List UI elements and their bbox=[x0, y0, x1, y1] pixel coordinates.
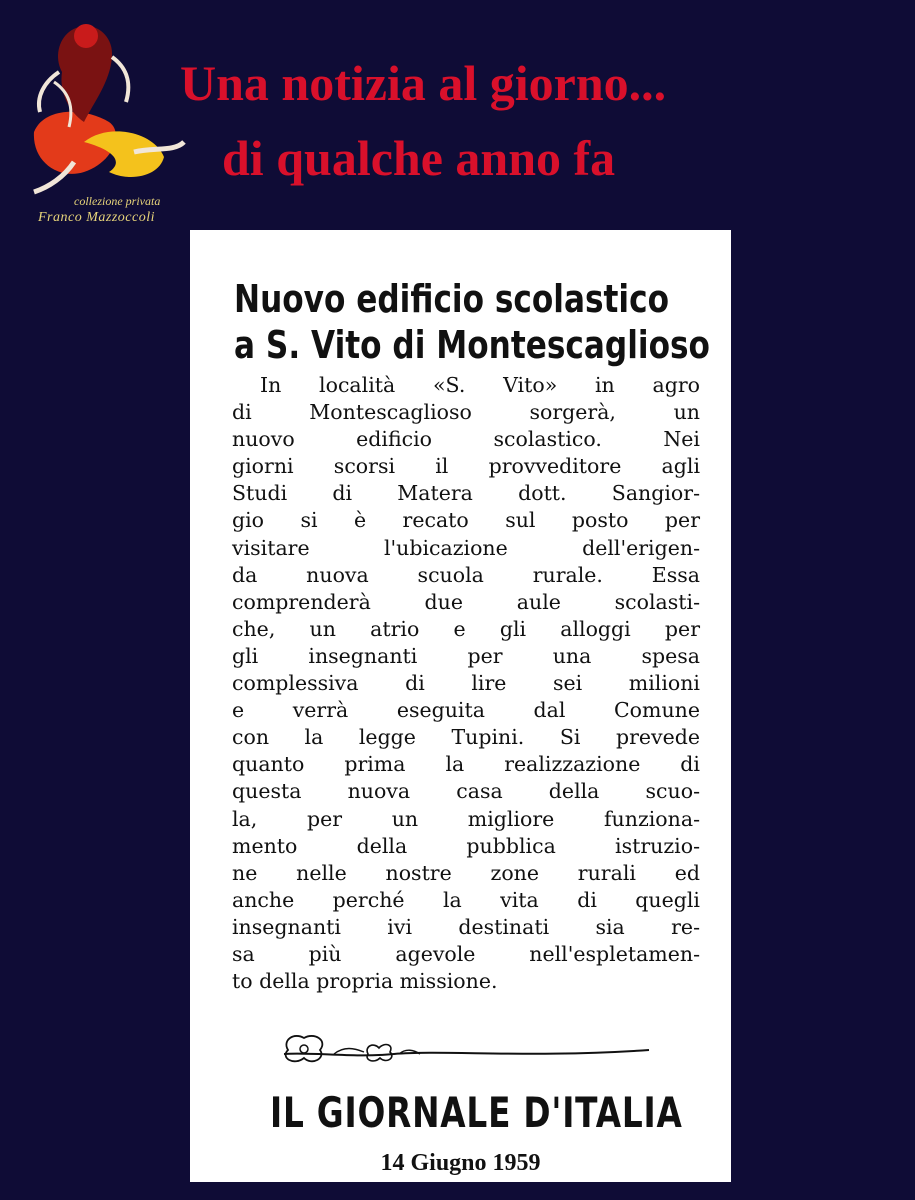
logo-caption-collection: collezione privata bbox=[74, 194, 161, 208]
newspaper-clipping bbox=[190, 230, 731, 1182]
headline-line-2: a S. Vito di Montescaglioso bbox=[234, 323, 710, 367]
logo-caption-owner: Franco Mazzoccoli bbox=[38, 210, 155, 225]
body-line: visitare l'ubicazione dell'erigen- bbox=[232, 535, 700, 560]
body-line: la, per un migliore funziona- bbox=[232, 806, 700, 831]
headline-line-1: Nuovo edificio scolastico bbox=[234, 277, 669, 321]
collection-logo bbox=[14, 12, 194, 224]
body-line: e verrà eseguita dal Comune bbox=[232, 698, 700, 723]
article-headline bbox=[234, 276, 710, 368]
body-line: sa più agevole nell'espletamen- bbox=[232, 941, 700, 966]
body-line: che, un atrio e gli alloggi per bbox=[232, 616, 700, 641]
header-title-line1: Una notizia al giorno... bbox=[180, 55, 667, 111]
header-title-line2: di qualche anno fa bbox=[222, 130, 616, 186]
body-line: to della propria missione. bbox=[232, 969, 498, 994]
body-line: da nuova scuola rurale. Essa bbox=[232, 562, 700, 587]
publication-date: 14 Giugno 1959 bbox=[380, 1150, 541, 1176]
flower-ornament-icon bbox=[274, 1028, 654, 1068]
body-line: di Montescaglioso sorgerà, un bbox=[232, 400, 700, 425]
body-line: In località «S. Vito» in agro bbox=[260, 373, 700, 397]
dancer-logo-icon bbox=[14, 12, 194, 202]
body-line: Studi di Matera dott. Sangior- bbox=[232, 481, 700, 506]
body-line: mento della pubblica istruzio- bbox=[232, 833, 700, 858]
body-line: ne nelle nostre zone rurali ed bbox=[232, 860, 700, 885]
body-line: con la legge Tupini. Si prevede bbox=[232, 725, 700, 750]
body-line: nuovo edificio scolastico. Nei bbox=[232, 427, 700, 452]
body-line: insegnanti ivi destinati sia re- bbox=[232, 914, 700, 939]
newspaper-name: IL GIORNALE D'ITALIA bbox=[270, 1088, 683, 1137]
article-body bbox=[232, 372, 700, 995]
body-line: gio si è recato sul posto per bbox=[232, 508, 700, 533]
body-line: anche perché la vita di quegli bbox=[232, 887, 700, 912]
body-line: gli insegnanti per una spesa bbox=[232, 643, 700, 668]
body-line: complessiva di lire sei milioni bbox=[232, 671, 700, 696]
body-line: giorni scorsi il provveditore agli bbox=[232, 454, 700, 479]
body-line: quanto prima la realizzazione di bbox=[232, 752, 700, 777]
body-line: comprenderà due aule scolasti- bbox=[232, 589, 700, 614]
body-line: questa nuova casa della scuo- bbox=[232, 779, 700, 804]
